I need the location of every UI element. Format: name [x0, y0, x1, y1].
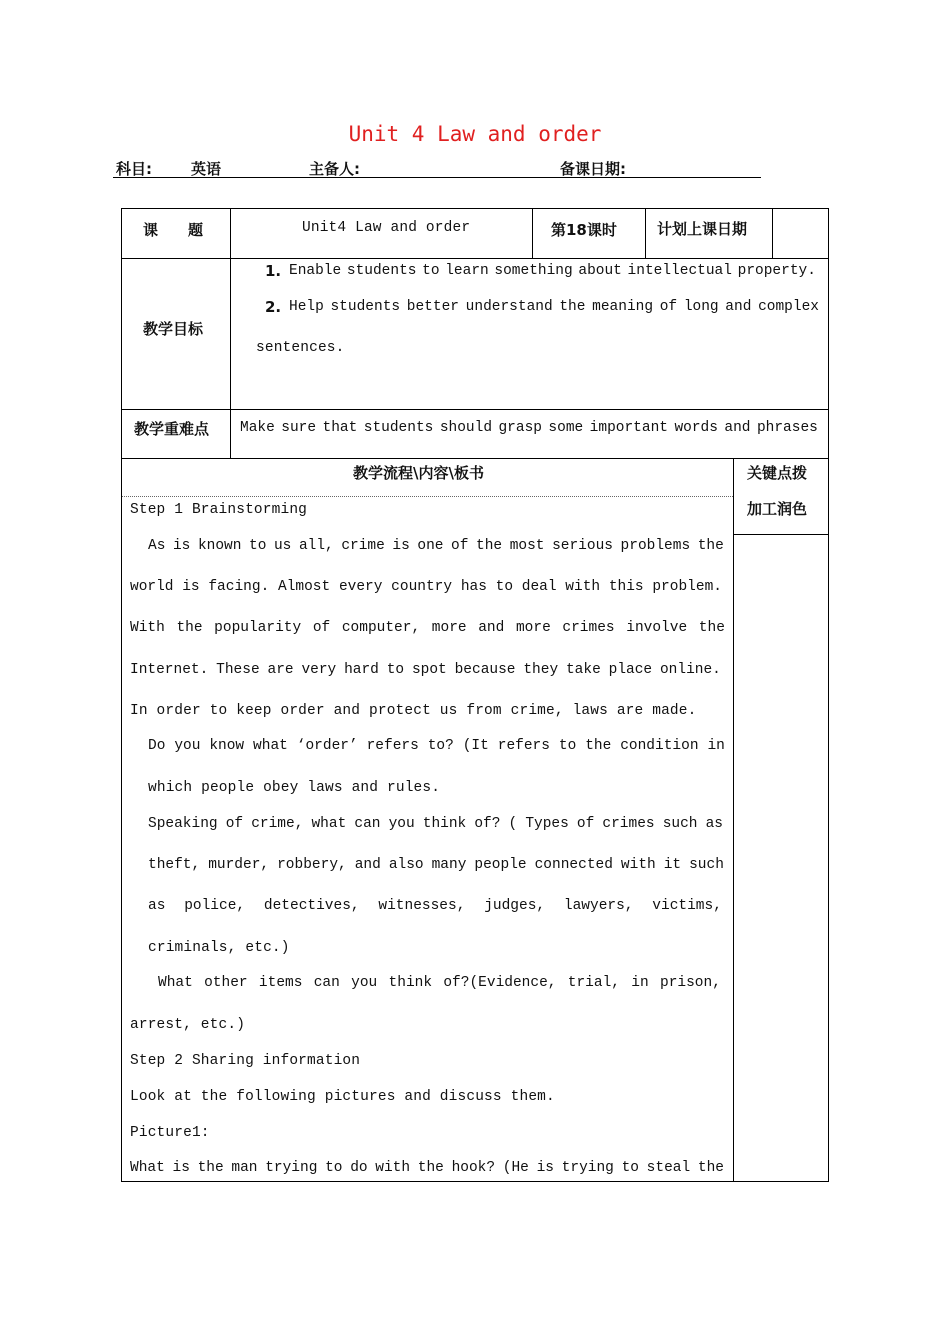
process-header: 教学流程\内容\板书	[353, 464, 484, 482]
paragraph-line: What is the man trying to do with the hook? (He is trying to steal the	[130, 1160, 724, 1176]
paragraph-line: as police, detectives, witnesses, judges, lawyers, victims,	[148, 898, 722, 914]
paragraph-line: which people obey laws and rules.	[148, 780, 441, 796]
side-header-line-1: 关键点拨	[747, 464, 808, 482]
paragraph-line: Speaking of crime, what can you think of? ( Types of crimes such as	[148, 816, 723, 832]
row-divider	[121, 258, 829, 259]
paragraph-line: world is facing. Almost every country has to deal with this problem.	[130, 579, 722, 595]
side-header-line-2: 加工润色	[747, 500, 808, 518]
subject-value: 英语	[191, 160, 222, 178]
header-underline	[113, 177, 761, 178]
row-divider	[121, 409, 829, 410]
key-points-label: 教学重难点	[134, 420, 210, 438]
side-column-divider	[733, 458, 734, 1182]
process-header-divider	[122, 496, 733, 497]
side-header-divider	[733, 534, 829, 535]
objectives-label: 教学目标	[143, 320, 204, 338]
document-title: Unit 4 Law and order	[348, 122, 602, 146]
column-divider	[645, 208, 646, 259]
table-border-top	[121, 208, 829, 209]
paragraph-line: theft, murder, robbery, and also many people connected with it such	[148, 857, 724, 873]
key-points: Make sure that students should grasp some important words and phrases	[240, 420, 818, 436]
paragraph-line: In order to keep order and protect us from crime, laws are made.	[130, 703, 697, 719]
subject-label: 科目:	[116, 160, 152, 178]
paragraph-line: criminals, etc.)	[148, 940, 290, 956]
objective-2-number: 2.	[265, 298, 282, 316]
paragraph-line: Look at the following pictures and discuss them.	[130, 1089, 555, 1105]
paragraph-line: What other items can you think of?(Evidence, trial, in prison,	[158, 975, 721, 991]
topic-value: Unit4 Law and order	[302, 220, 471, 236]
paragraph-line: With the popularity of computer, more and more crimes involve the	[130, 620, 725, 636]
paragraph-line: Internet. These are very hard to spot because they take place online.	[130, 662, 721, 678]
label-column-divider	[230, 208, 231, 459]
preparer-label: 主备人:	[309, 160, 360, 178]
date-label: 备课日期:	[560, 160, 626, 178]
column-divider	[532, 208, 533, 259]
step-2-heading: Step 2 Sharing information	[130, 1053, 361, 1069]
paragraph-line: Picture1:	[130, 1125, 210, 1141]
table-border-right	[828, 208, 829, 1182]
objective-1-number: 1.	[265, 262, 282, 280]
objective-1: Enable students to learn something about intellectual property.	[289, 263, 816, 279]
paragraph-line: Do you know what ‘order’ refers to? (It refers to the condition in	[148, 738, 725, 754]
objective-2-line-1: Help students better understand the meaning of long and complex	[289, 299, 819, 315]
table-border-bottom	[121, 1181, 829, 1182]
planned-date-label: 计划上课日期	[657, 220, 748, 238]
lesson-plan-table	[121, 208, 829, 1182]
row-divider	[121, 458, 829, 459]
period-label: 第18课时	[551, 221, 617, 239]
step-1-heading: Step 1 Brainstorming	[130, 502, 308, 518]
objective-2-line-2: sentences.	[256, 340, 345, 356]
topic-label: 课 题	[143, 221, 204, 239]
table-border-left	[121, 208, 122, 1182]
paragraph-line: arrest, etc.)	[130, 1017, 246, 1033]
paragraph-line: As is known to us all, crime is one of the most serious problems the	[148, 538, 724, 554]
planned-date-cell	[773, 209, 828, 258]
